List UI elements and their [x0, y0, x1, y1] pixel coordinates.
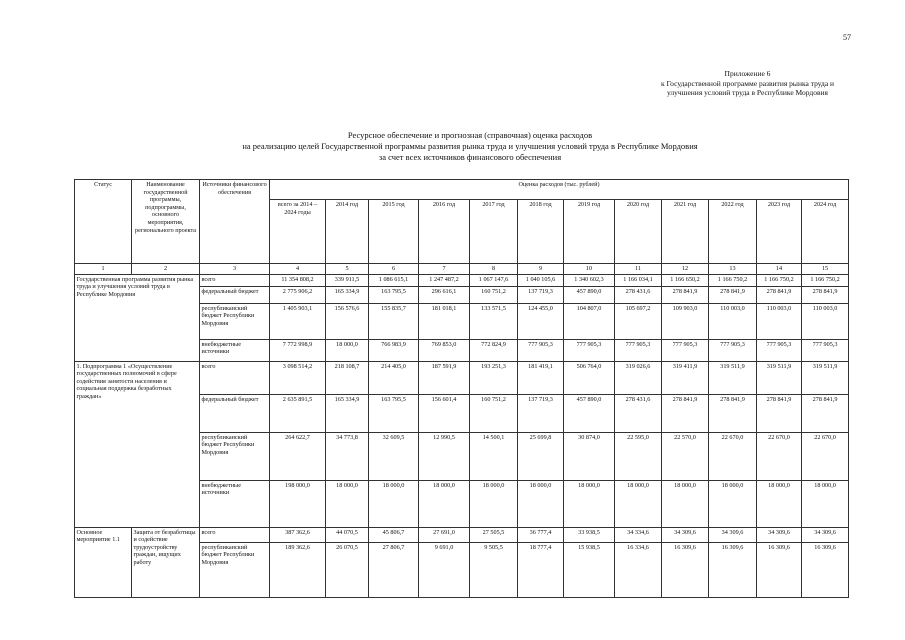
header-year: 2023 год — [757, 200, 802, 264]
value-cell: 14 500,1 — [470, 432, 518, 480]
value-cell: 1 166 034,1 — [615, 274, 662, 286]
source-cell: федеральный бюджет — [200, 394, 270, 432]
header-status: Статус — [75, 180, 132, 264]
value-cell: 1 405 903,1 — [270, 303, 326, 339]
value-cell: 278 841,9 — [757, 286, 802, 303]
column-index: 14 — [757, 264, 802, 275]
source-cell: всего — [200, 361, 270, 394]
appendix-note — [600, 69, 895, 98]
value-cell: 278 431,6 — [615, 394, 662, 432]
value-cell: 18 000,0 — [662, 480, 709, 527]
block-state-program — [75, 274, 849, 361]
value-cell: 18 000,0 — [564, 480, 615, 527]
value-cell: 319 511,9 — [757, 361, 802, 394]
value-cell: 34 309,6 — [662, 527, 709, 542]
value-cell: 160 751,2 — [470, 286, 518, 303]
value-cell: 18 777,4 — [518, 542, 564, 597]
value-cell: 137 719,3 — [518, 394, 564, 432]
value-cell: 319 411,9 — [662, 361, 709, 394]
value-cell: 339 911,5 — [326, 274, 369, 286]
value-cell: 32 609,5 — [369, 432, 419, 480]
value-cell: 133 571,5 — [470, 303, 518, 339]
value-cell: 319 511,9 — [709, 361, 757, 394]
block-main-activity-1-1 — [75, 527, 849, 597]
value-cell: 278 431,6 — [615, 286, 662, 303]
value-cell: 110 003,0 — [802, 303, 849, 339]
value-cell: 34 309,6 — [802, 527, 849, 542]
header-source: Источники финансового обеспечения — [200, 180, 270, 264]
value-cell: 109 903,0 — [662, 303, 709, 339]
name-cell: Государственная программа развития рынка труда и улучшения условий труда в Республике Мордовия — [75, 274, 200, 361]
value-cell: 18 000,0 — [615, 480, 662, 527]
source-cell: республиканский бюджет Республики Мордовия — [200, 303, 270, 339]
value-cell: 7 772 998,9 — [270, 339, 326, 361]
value-cell: 18 000,0 — [326, 339, 369, 361]
source-cell: внебюджетные источники — [200, 339, 270, 361]
value-cell: 1 247 487,2 — [419, 274, 470, 286]
value-cell: 278 841,9 — [757, 394, 802, 432]
value-cell: 181 419,1 — [518, 361, 564, 394]
value-cell: 30 874,0 — [564, 432, 615, 480]
appendix-line-1: Приложение 6 — [724, 69, 771, 78]
value-cell: 36 777,4 — [518, 527, 564, 542]
value-cell: 319 511,9 — [802, 361, 849, 394]
value-cell: 27 691,0 — [419, 527, 470, 542]
value-cell: 777 905,3 — [757, 339, 802, 361]
value-cell: 1 040 105,6 — [518, 274, 564, 286]
value-cell: 18 000,0 — [709, 480, 757, 527]
value-cell: 777 905,3 — [564, 339, 615, 361]
value-cell: 165 334,9 — [326, 394, 369, 432]
block-subprogram-1 — [75, 361, 849, 527]
column-index: 11 — [615, 264, 662, 275]
value-cell: 16 309,6 — [709, 542, 757, 597]
value-cell: 22 570,0 — [662, 432, 709, 480]
header-name: Наименование государственной программы, подпрограммы, основного мероприятия, регионального проекта — [132, 180, 200, 264]
header-year: 2020 год — [615, 200, 662, 264]
value-cell: 18 000,0 — [470, 480, 518, 527]
source-cell: федеральный бюджет — [200, 286, 270, 303]
source-cell: внебюджетные источники — [200, 480, 270, 527]
header-year: 2022 год — [709, 200, 757, 264]
value-cell: 264 622,7 — [270, 432, 326, 480]
document-title — [150, 130, 790, 163]
value-cell: 187 591,9 — [419, 361, 470, 394]
value-cell: 457 890,0 — [564, 286, 615, 303]
value-cell: 45 806,7 — [369, 527, 419, 542]
value-cell: 198 000,0 — [270, 480, 326, 527]
column-index: 8 — [470, 264, 518, 275]
value-cell: 1 166 750,2 — [709, 274, 757, 286]
value-cell: 33 938,5 — [564, 527, 615, 542]
value-cell: 181 018,1 — [419, 303, 470, 339]
value-cell: 296 616,1 — [419, 286, 470, 303]
title-line-2: на реализацию целей Государственной программы развития рынка труда и улучшения условий труда в Республике Мордовия — [242, 141, 698, 151]
value-cell: 155 835,7 — [369, 303, 419, 339]
value-cell: 18 000,0 — [419, 480, 470, 527]
source-cell: всего — [200, 527, 270, 542]
value-cell: 506 764,0 — [564, 361, 615, 394]
value-cell: 34 773,8 — [326, 432, 369, 480]
value-cell: 22 670,0 — [709, 432, 757, 480]
column-index: 5 — [326, 264, 369, 275]
value-cell: 22 595,0 — [615, 432, 662, 480]
value-cell: 18 000,0 — [518, 480, 564, 527]
header-year: 2018 год — [518, 200, 564, 264]
value-cell: 18 000,0 — [326, 480, 369, 527]
title-line-1: Ресурсное обеспечение и прогнозная (справочная) оценка расходов — [347, 130, 593, 140]
value-cell: 772 824,9 — [470, 339, 518, 361]
table-row — [75, 361, 849, 394]
table-row — [75, 527, 849, 542]
value-cell: 160 751,2 — [470, 394, 518, 432]
title-line-3: за счет всех источников финансового обеспечения — [378, 152, 562, 162]
column-index: 2 — [132, 264, 200, 275]
column-index: 4 — [270, 264, 326, 275]
value-cell: 1 340 602,3 — [564, 274, 615, 286]
value-cell: 278 841,9 — [709, 394, 757, 432]
value-cell: 104 807,0 — [564, 303, 615, 339]
value-cell: 110 003,0 — [709, 303, 757, 339]
column-index: 6 — [369, 264, 419, 275]
resource-table — [74, 179, 849, 598]
source-cell: республиканский бюджет Республики Мордовия — [200, 432, 270, 480]
value-cell: 163 795,5 — [369, 286, 419, 303]
value-cell: 156 576,6 — [326, 303, 369, 339]
status-cell: Основное мероприятие 1.1 — [75, 527, 132, 597]
value-cell: 16 309,6 — [662, 542, 709, 597]
column-index: 15 — [802, 264, 849, 275]
appendix-line-2: к Государственной программе развития рынка труда и — [660, 78, 835, 88]
value-cell: 34 309,6 — [757, 527, 802, 542]
value-cell: 2 635 891,5 — [270, 394, 326, 432]
column-index: 7 — [419, 264, 470, 275]
header-year: 2019 год — [564, 200, 615, 264]
header-year: 2021 год — [662, 200, 709, 264]
header-year: 2015 год — [369, 200, 419, 264]
value-cell: 189 362,6 — [270, 542, 326, 597]
value-cell: 9 691,0 — [419, 542, 470, 597]
header-year: 2017 год — [470, 200, 518, 264]
value-cell: 1 166 750,2 — [802, 274, 849, 286]
value-cell: 9 505,5 — [470, 542, 518, 597]
value-cell: 105 697,2 — [615, 303, 662, 339]
value-cell: 777 905,3 — [709, 339, 757, 361]
table-row — [75, 274, 849, 286]
column-index: 12 — [662, 264, 709, 275]
column-index: 3 — [200, 264, 270, 275]
value-cell: 27 806,7 — [369, 542, 419, 597]
page-number: 57 — [843, 33, 851, 42]
value-cell: 387 362,6 — [270, 527, 326, 542]
value-cell: 278 841,9 — [709, 286, 757, 303]
value-cell: 278 841,9 — [662, 394, 709, 432]
value-cell: 319 026,6 — [615, 361, 662, 394]
value-cell: 18 000,0 — [369, 480, 419, 527]
value-cell: 44 070,5 — [326, 527, 369, 542]
column-index: 10 — [564, 264, 615, 275]
value-cell: 16 334,6 — [615, 542, 662, 597]
value-cell: 777 905,3 — [518, 339, 564, 361]
value-cell: 12 990,5 — [419, 432, 470, 480]
header-estimate: Оценка расходов (тыс. рублей) — [270, 180, 849, 200]
value-cell: 11 354 808,2 — [270, 274, 326, 286]
value-cell: 777 905,3 — [615, 339, 662, 361]
value-cell: 777 905,3 — [802, 339, 849, 361]
value-cell: 22 670,0 — [757, 432, 802, 480]
value-cell: 16 309,6 — [802, 542, 849, 597]
value-cell: 25 699,8 — [518, 432, 564, 480]
source-cell: всего — [200, 274, 270, 286]
value-cell: 218 108,7 — [326, 361, 369, 394]
value-cell: 163 795,5 — [369, 394, 419, 432]
value-cell: 769 853,0 — [419, 339, 470, 361]
value-cell: 34 334,6 — [615, 527, 662, 542]
value-cell: 766 983,9 — [369, 339, 419, 361]
value-cell: 457 890,0 — [564, 394, 615, 432]
value-cell: 193 251,3 — [470, 361, 518, 394]
value-cell: 110 003,0 — [757, 303, 802, 339]
name-cell: 1. Подпрограмма 1 «Осуществление государственных полномочий в сфере содействия занятости населения и социальная поддержка безработных граждан» — [75, 361, 200, 527]
value-cell: 3 098 514,2 — [270, 361, 326, 394]
value-cell: 278 841,9 — [802, 394, 849, 432]
value-cell: 16 309,6 — [757, 542, 802, 597]
header-year: 2016 год — [419, 200, 470, 264]
value-cell: 15 938,5 — [564, 542, 615, 597]
value-cell: 2 775 906,2 — [270, 286, 326, 303]
header-year: 2024 год — [802, 200, 849, 264]
value-cell: 214 405,0 — [369, 361, 419, 394]
value-cell: 165 334,9 — [326, 286, 369, 303]
header-year: 2014 год — [326, 200, 369, 264]
value-cell: 1 166 750,2 — [757, 274, 802, 286]
value-cell: 137 719,3 — [518, 286, 564, 303]
source-cell: республиканский бюджет Республики Мордовия — [200, 542, 270, 597]
value-cell: 18 000,0 — [802, 480, 849, 527]
value-cell: 27 505,5 — [470, 527, 518, 542]
value-cell: 1 086 615,1 — [369, 274, 419, 286]
index-row — [75, 264, 849, 275]
value-cell: 18 000,0 — [757, 480, 802, 527]
appendix-line-3: улучшения условий труда в Республике Мордовия — [667, 88, 828, 97]
value-cell: 22 670,0 — [802, 432, 849, 480]
header-row-1 — [75, 180, 849, 200]
value-cell: 26 070,5 — [326, 542, 369, 597]
column-index: 1 — [75, 264, 132, 275]
value-cell: 777 905,3 — [662, 339, 709, 361]
value-cell: 278 841,9 — [662, 286, 709, 303]
name-cell: Защита от безработицы и содействие трудоустройству граждан, ищущих работу — [132, 527, 200, 597]
header-year: всего за 2014 – 2024 годы — [270, 200, 326, 264]
value-cell: 1 166 650,2 — [662, 274, 709, 286]
value-cell: 124 455,0 — [518, 303, 564, 339]
value-cell: 278 841,9 — [802, 286, 849, 303]
column-index: 13 — [709, 264, 757, 275]
value-cell: 34 309,6 — [709, 527, 757, 542]
value-cell: 1 067 147,6 — [470, 274, 518, 286]
column-index: 9 — [518, 264, 564, 275]
value-cell: 156 601,4 — [419, 394, 470, 432]
